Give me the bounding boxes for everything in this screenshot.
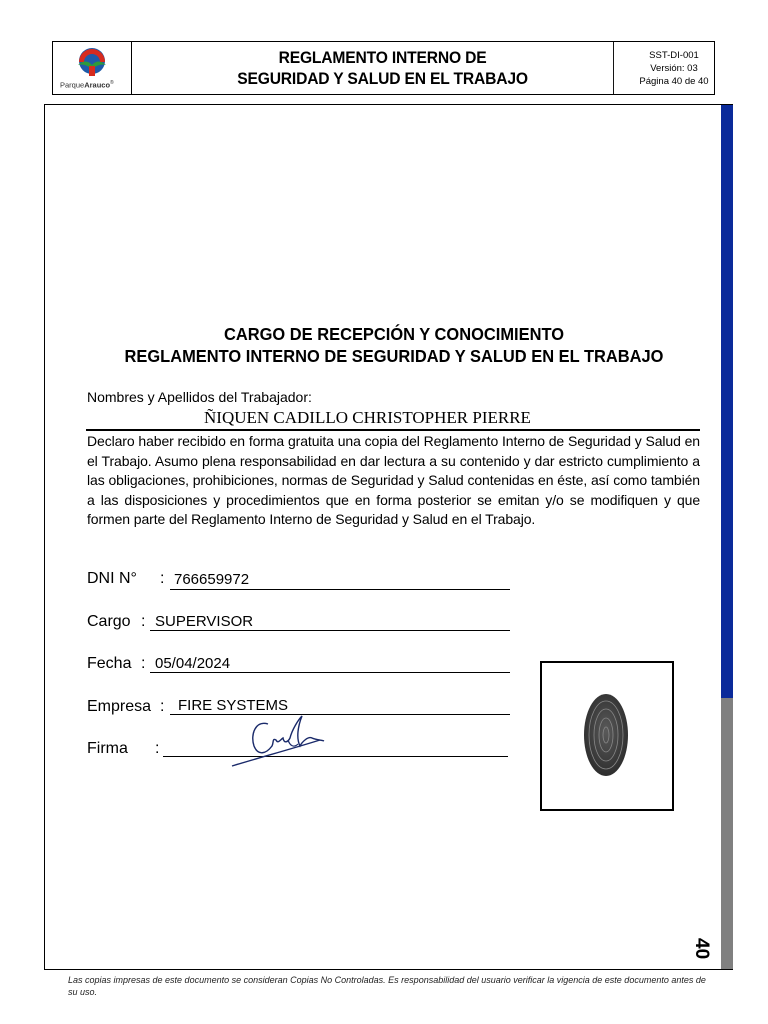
- dni-label: DNI N°: [87, 570, 137, 587]
- firma-label: Firma: [87, 740, 128, 757]
- empresa-value: FIRE SYSTEMS: [178, 697, 289, 714]
- page-frame: [44, 104, 733, 970]
- fingerprint-box: [540, 661, 674, 811]
- worker-name: ÑIQUEN CADILLO CHRISTOPHER PIERRE: [204, 408, 531, 427]
- signature-icon: [228, 710, 328, 772]
- header-title-line2: SEGURIDAD Y SALUD EN EL TRABAJO: [237, 69, 528, 88]
- dni-underline: [170, 589, 510, 590]
- dni-value: 766659972: [174, 571, 250, 588]
- empresa-underline: [170, 714, 510, 715]
- company-logo: [53, 42, 132, 94]
- names-label: Nombres y Apellidos del Trabajador:: [87, 389, 312, 405]
- fecha-colon: :: [141, 655, 146, 672]
- firma-colon: :: [155, 740, 160, 757]
- document-title-line2: REGLAMENTO INTERNO DE SEGURIDAD Y SALUD EN EL TRABAJO: [124, 346, 664, 366]
- fingerprint-icon: [542, 663, 672, 809]
- declaration-text: Declaro haber recibido en forma gratuita una copia del Reglamento Interno de Seguridad y Salud en el Trabajo. Asumo plena responsabilidad en dar lectura a su contenido y dar estricto cumplimiento a las obligaciones, prohibiciones, normas de Seguridad y Salud contenidas en éste, así como también a las disposiciones y procedimientos que en forma posterior se emitan y/o se modifiquen y que formen parte del Reglamento Interno de Seguridad y Salud en el Trabajo.: [87, 433, 700, 527]
- cargo-colon: :: [141, 613, 146, 630]
- footer-disclaimer: Las copias impresas de este documento se consideran Copias No Controladas. Es responsabilidad del usuario verificar la vigencia de este documento antes de su uso.: [68, 975, 706, 997]
- fecha-underline: [150, 672, 510, 673]
- header-title: [152, 42, 614, 94]
- firma-underline: [163, 756, 508, 757]
- cargo-underline: [150, 630, 510, 631]
- fecha-label: Fecha: [87, 655, 132, 672]
- cargo-value: SUPERVISOR: [155, 613, 254, 630]
- fecha-value: 05/04/2024: [155, 655, 231, 672]
- dni-colon: :: [160, 570, 165, 587]
- header-title-line1: REGLAMENTO INTERNO DE: [278, 48, 487, 67]
- document-title-line1: CARGO DE RECEPCIÓN Y CONOCIMIENTO: [223, 324, 565, 344]
- page-number: 40: [691, 938, 712, 960]
- document-header: [52, 41, 715, 95]
- document-title: [104, 323, 683, 367]
- parque-arauco-logo-icon: [72, 46, 112, 80]
- document-code: SST-DI-001: [649, 49, 699, 61]
- name-underline: [86, 429, 700, 431]
- cargo-label: Cargo: [87, 613, 131, 630]
- empresa-label: Empresa: [87, 698, 152, 715]
- side-bar-blue: [721, 105, 733, 698]
- empresa-colon: :: [160, 698, 165, 715]
- document-page: Página 40 de 40: [639, 75, 709, 87]
- document-version: Versión: 03: [650, 62, 698, 74]
- logo-wordmark: ParqueArauco®: [60, 80, 114, 90]
- document-meta: [634, 42, 714, 94]
- side-bar-gray: [721, 698, 733, 969]
